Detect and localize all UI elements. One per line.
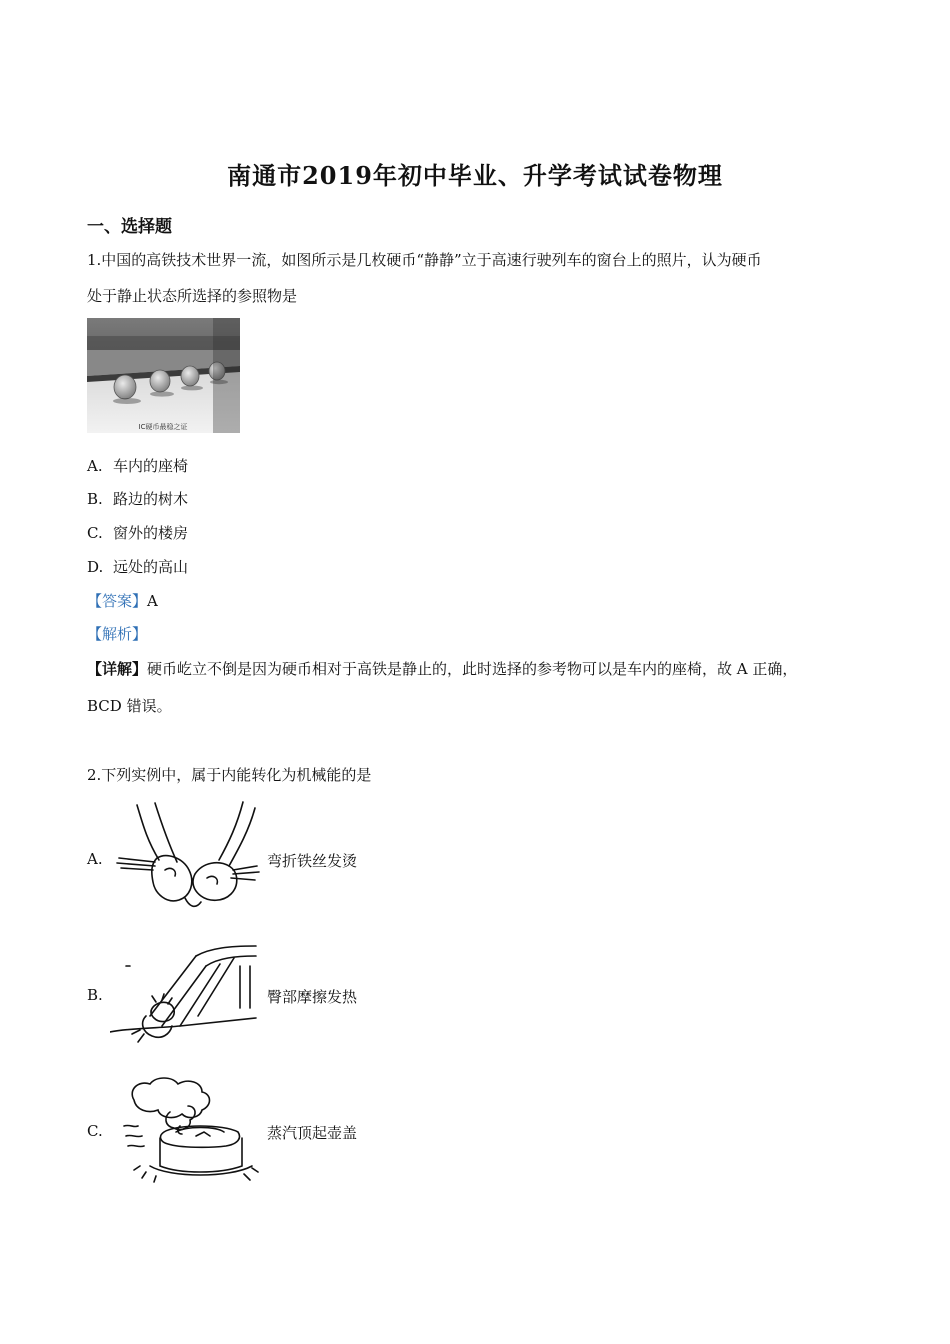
q1-answer (87, 591, 158, 611)
q2-option-c-key: C. (87, 1122, 103, 1140)
q1-analysis-tag: 【解析】 (87, 625, 148, 643)
kettle-steam-figure (120, 1074, 260, 1184)
bending-wire-figure (115, 800, 260, 915)
detail-tag: 【详解】 (87, 660, 148, 678)
q1-option-c: C. 窗外的楼房 (87, 524, 189, 542)
photo-caption: IC硬币最稳之证 (138, 423, 188, 431)
answer-tag: 【答案】 (87, 592, 148, 610)
slide-figure (110, 942, 260, 1050)
q2-option-c-text: 蒸汽顶起壶盖 (267, 1124, 358, 1142)
q1-option-b: B. 路边的树木 (87, 490, 189, 508)
q2-option-a-text: 弯折铁丝发烫 (267, 852, 358, 870)
q1-detail-line1: 【详解】硬币屹立不倒是因为硬币相对于高铁是静止的，此时选择的参考物可以是车内的座椅，故 A 正确， (87, 660, 798, 678)
coins-photo-graphic (87, 318, 240, 433)
q1-stem-line2: 处于静止状态所选择的参照物是 (87, 287, 298, 305)
q1-option-a: A. 车内的座椅 (87, 457, 189, 475)
answer-value: A (147, 592, 158, 610)
q1-option-d: D. 远处的高山 (87, 558, 189, 576)
q2-option-a-key: A. (87, 850, 103, 868)
q2-option-b-key: B. (87, 986, 103, 1004)
q1-stem-line1: 1.中国的高铁技术世界一流，如图所示是几枚硬币“静静”立于高速行驶列车的窗台上的照片，认为硬币 (87, 251, 762, 269)
q1-detail-line2: BCD 错误。 (87, 697, 172, 715)
coins-on-window-photo (87, 318, 240, 433)
q2-stem: 2.下列实例中，属于内能转化为机械能的是 (87, 766, 372, 784)
section-heading: 一、选择题 (87, 217, 172, 237)
page-title: 南通市2019年初中毕业、升学考试试卷物理 (227, 161, 723, 190)
q2-option-b-text: 臀部摩擦发热 (267, 988, 358, 1006)
